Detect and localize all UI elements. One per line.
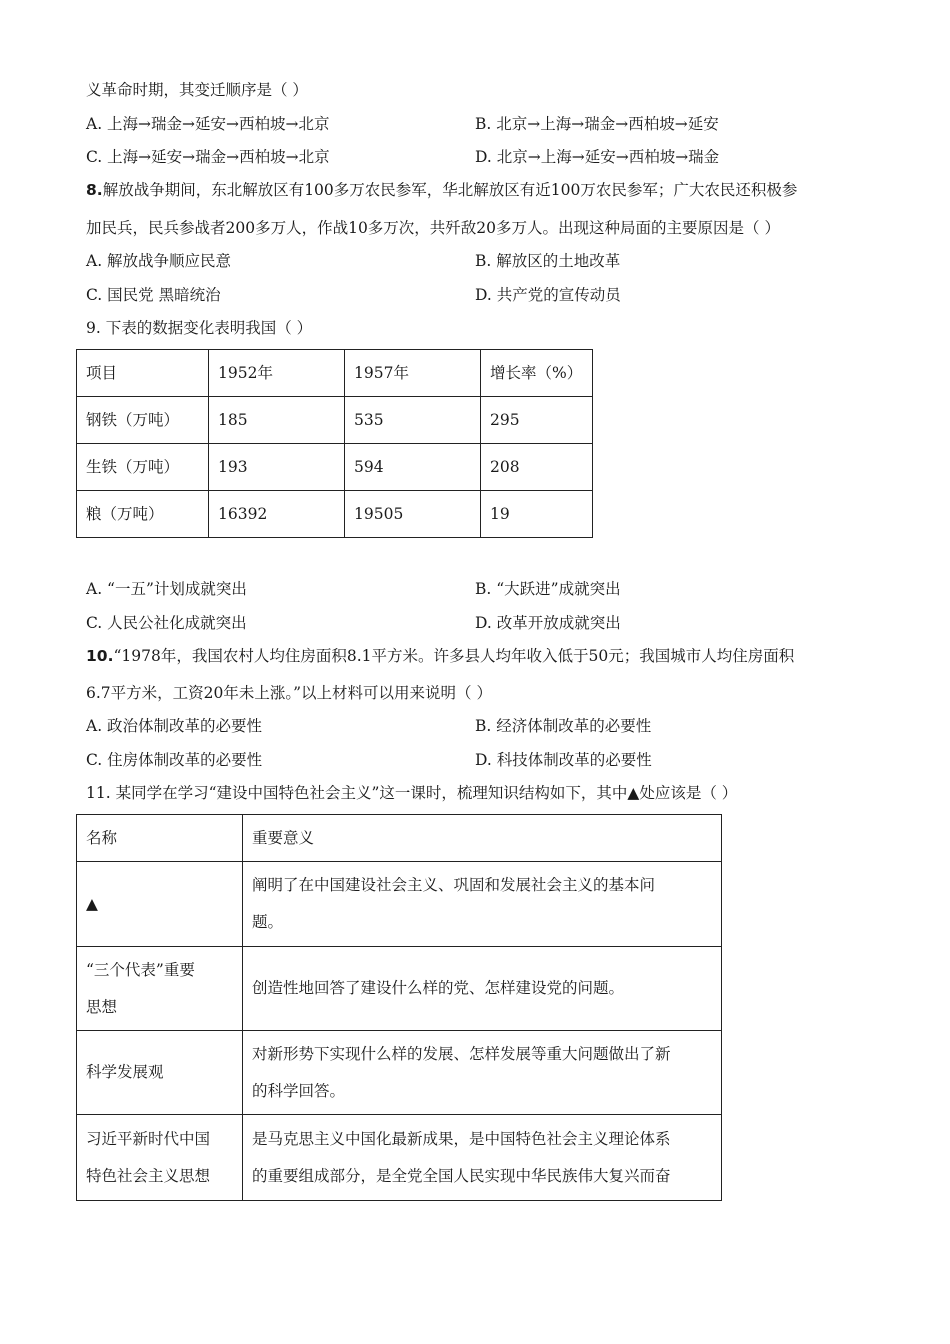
cell-text-line: 是马克思主义中国化最新成果，是中国特色社会主义理论体系 <box>252 1129 671 1148</box>
table-cell: 185 <box>209 397 345 444</box>
table-cell <box>77 1031 243 1115</box>
table-header-cell: 重要意义 <box>243 815 722 862</box>
q8-option-b[interactable]: B. 解放区的土地改革 <box>475 252 621 270</box>
q7-option-a[interactable]: A. 上海→瑞金→延安→西柏坡→北京 <box>86 115 330 133</box>
table-cell: 19505 <box>345 491 481 538</box>
q8-stem-text: 解放战争期间，东北解放区有100多万农民参军，华北解放区有近100万农民参军；广大农民还积极参 <box>102 181 798 199</box>
table-cell <box>243 1115 722 1201</box>
table-cell <box>77 947 243 1031</box>
q9-option-a[interactable]: A. “一五”计划成就突出 <box>86 580 247 598</box>
q10-option-d[interactable]: D. 科技体制改革的必要性 <box>475 751 652 769</box>
missing-item-marker: ▲ <box>86 894 98 913</box>
cell-text-line: “三个代表”重要 <box>86 960 195 979</box>
q10-stem-line1 <box>86 646 794 666</box>
q8-option-c[interactable]: C. 国民党 黑暗统治 <box>86 286 221 304</box>
q10-option-a[interactable]: A. 政治体制改革的必要性 <box>86 717 263 735</box>
table-cell: 295 <box>481 397 593 444</box>
cell-text-line: 科学发展观 <box>86 1063 164 1081</box>
q9-option-d[interactable]: D. 改革开放成就突出 <box>475 614 621 632</box>
q9-option-b[interactable]: B. “大跃进”成就突出 <box>475 580 621 598</box>
table-cell <box>243 862 722 947</box>
table-cell <box>77 862 243 947</box>
table-header-row <box>77 815 722 862</box>
table-row <box>77 1115 722 1201</box>
q8-number: 8. <box>86 181 103 199</box>
cell-text-line: 阐明了在中国建设社会主义、巩固和发展社会主义的基本问 <box>252 876 656 894</box>
cell-text-line: 创造性地回答了建设什么样的党、怎样建设党的问题。 <box>252 979 625 997</box>
q9-data-table <box>76 349 593 538</box>
table-header-cell: 1957年 <box>345 350 481 397</box>
table-header-cell: 1952年 <box>209 350 345 397</box>
q10-option-b[interactable]: B. 经济体制改革的必要性 <box>475 717 652 735</box>
table-cell: 208 <box>481 444 593 491</box>
table-header-cell: 增长率（%） <box>481 350 593 397</box>
cell-text-line: 思想 <box>86 997 118 1016</box>
table-header-cell: 名称 <box>77 815 243 862</box>
table-row <box>77 491 593 538</box>
cell-text-line: 的科学回答。 <box>252 1081 346 1100</box>
table-header-cell: 项目 <box>77 350 209 397</box>
q11-stem: 11. 某同学在学习“建设中国特色社会主义”这一课时，梳理知识结构如下，其中▲处应该是（ ） <box>86 784 738 802</box>
q8-option-a[interactable]: A. 解放战争顺应民意 <box>86 252 232 270</box>
table-cell: 594 <box>345 444 481 491</box>
table-cell <box>77 1115 243 1201</box>
table-cell: 粮（万吨） <box>77 491 209 538</box>
q10-number: 10. <box>86 647 114 665</box>
q10-stem-line2: 6.7平方米，工资20年未上涨。”以上材料可以用来说明（ ） <box>86 684 492 702</box>
table-cell: 16392 <box>209 491 345 538</box>
table-header-row <box>77 350 593 397</box>
table-cell <box>243 947 722 1031</box>
table-cell: 535 <box>345 397 481 444</box>
q9-stem: 9. 下表的数据变化表明我国（ ） <box>86 319 313 337</box>
table-cell: 193 <box>209 444 345 491</box>
table-row <box>77 862 722 947</box>
table-row <box>77 1031 722 1115</box>
q8-option-d[interactable]: D. 共产党的宣传动员 <box>475 286 621 304</box>
table-cell: 19 <box>481 491 593 538</box>
table-row <box>77 444 593 491</box>
q7-option-b[interactable]: B. 北京→上海→瑞金→西柏坡→延安 <box>475 115 719 133</box>
q11-knowledge-table <box>76 814 722 1201</box>
q10-stem-text: “1978年，我国农村人均住房面积8.1平方米。许多县人均年收入低于50元；我国城市人均住房面积 <box>113 647 795 665</box>
table-cell: 生铁（万吨） <box>77 444 209 491</box>
table-cell: 钢铁（万吨） <box>77 397 209 444</box>
q8-stem-line1 <box>86 180 797 200</box>
q10-option-c[interactable]: C. 住房体制改革的必要性 <box>86 751 263 769</box>
cell-text-line: 对新形势下实现什么样的发展、怎样发展等重大问题做出了新 <box>252 1044 671 1063</box>
cell-text-line: 习近平新时代中国 <box>86 1129 211 1148</box>
table-row <box>77 947 722 1031</box>
table-cell <box>243 1031 722 1115</box>
cell-text-line: 特色社会主义思想 <box>86 1166 211 1185</box>
table-row <box>77 397 593 444</box>
q8-stem-line2: 加民兵，民兵参战者200多万人，作战10多万次，共歼敌20多万人。出现这种局面的主要原因是（ ） <box>86 219 780 237</box>
q9-option-c[interactable]: C. 人民公社化成就突出 <box>86 614 247 632</box>
q7-option-d[interactable]: D. 北京→上海→延安→西柏坡→瑞金 <box>475 148 720 166</box>
cell-text-line: 的重要组成部分，是全党全国人民实现中华民族伟大复兴而奋 <box>252 1166 671 1185</box>
q7-stem-end: 义革命时期，其变迁顺序是（ ） <box>86 81 308 99</box>
cell-text-line: 题。 <box>252 913 284 931</box>
q7-option-c[interactable]: C. 上海→延安→瑞金→西柏坡→北京 <box>86 148 330 166</box>
